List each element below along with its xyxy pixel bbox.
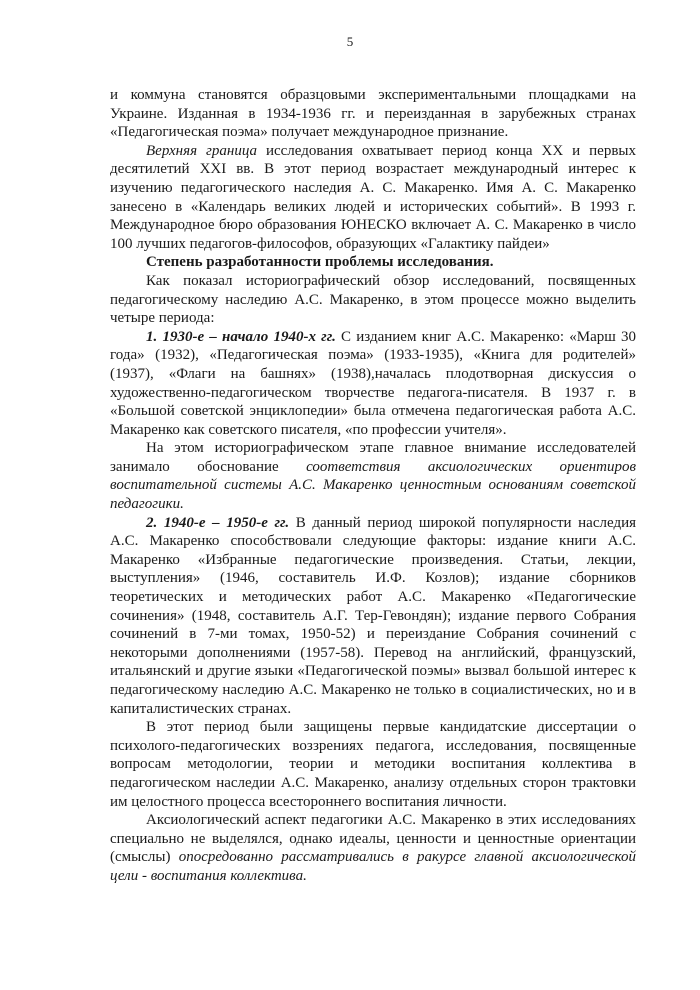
paragraph-overview	[110, 272, 636, 328]
paragraph-period-1-focus	[110, 439, 636, 513]
page-number: 5	[346, 34, 354, 49]
section-heading: Степень разработанности проблемы исследования.	[146, 254, 494, 271]
upper-boundary-text: исследования охватывает период конца XX и первых десятилетий XXI вв. В этот период возрастает международный интерес к изучению педагогического наследия А. С. Макаренко. Имя А. С. Макаренко занесено в «Календарь великих людей и исторических событий». В 1993 г. Международное бюро образования ЮНЕСКО включает А. С. Макаренко в число 100 лучших педагогов-философов, образующих «Галактику пайдеи»	[110, 142, 636, 252]
paragraph-period-1	[110, 328, 636, 440]
paragraph-1-text: и коммуна становятся образцовыми экспериментальными площадками на Украине. Изданная в 1934-1936 гг. и переизданная в зарубежных странах «Педагогическая поэма» получает международное признание.	[110, 87, 636, 141]
dissertations-text: В этот период были защищены первые кандидатские диссертации о психолого-педагогических воззрениях педагога, исследования, посвященные вопросам методологии, теории и методики воспитания коллектива в педагогическом наследии А.С. Макаренко, анализу отдельных сторон трактовки им целостного процесса всестороннего воспитания личности.	[110, 719, 636, 810]
paragraph-axiological	[110, 811, 636, 885]
axiological-italic: опосредованно рассматривались в ракурсе главной аксиологической цели - воспитания коллектива.	[110, 849, 636, 884]
period-1-text: С изданием книг А.С. Макаренко: «Марш 30 года» (1932), «Педагогическая поэма» (1933-1935), «Книга для родителей» (1937), «Флаги на башнях» (1938),началась плодотворная дискуссия о художественно-педагогическом творчестве педагога-писателя. В 1937 г. в «Большой советской энциклопедии» была отмечена педагогическая работа А.С. Макаренко как советского писателя, «по профессии учителя».	[110, 328, 637, 438]
period-2-title: 2. 1940-е – 1950-е гг.	[146, 514, 290, 531]
axiological-text: Аксиологический аспект педагогики А.С. Макаренко в этих исследованиях специально не выделялся, однако идеалы, ценности и ценностные ориентации (смыслы)	[110, 812, 636, 866]
period-2-text: В данный период широкой популярности наследия А.С. Макаренко способствовали следующие факторы: издание книги А.С. Макаренко «Избранные педагогические произведения. Статьи, лекции, выступления» (1946, составитель И.Ф. Козлов); издание сборников теоретических и методических работ А.С. Макаренко «Педагогические сочинения» (1948, составитель А.Г. Тер-Гевондян); издание первого Собрания сочинений в 7-ми томах, 1950-52) и переиздание Собрания сочинений с некоторыми дополнениями (1957-58). Перевод на английский, французский, итальянский и другие языки «Педагогической поэмы» вызвал большой интерес к педагогическому наследию А.С. Макаренко не только в социалистических, но и в капиталистических странах.	[110, 514, 637, 717]
upper-boundary-term: Верхняя граница	[146, 142, 257, 159]
paragraph-upper-boundary	[110, 142, 636, 254]
paragraph-period-2	[110, 514, 636, 719]
period-1-focus-italic: соответствия аксиологических ориентиров воспитательной системы А.С. Макаренко ценностным основаниям советской педагогики.	[110, 458, 636, 513]
overview-text: Как показал историографический обзор исследований, посвященных педагогическому наследию А.С. Макаренко, в этом процессе можно выделить четыре периода:	[110, 272, 636, 327]
paragraph-1	[110, 86, 636, 142]
period-1-focus-text: На этом историографическом этапе главное внимание исследователей занимало обоснование	[110, 440, 636, 475]
period-1-title: 1. 1930-е – начало 1940-х гг.	[146, 328, 336, 345]
document-body	[110, 86, 636, 886]
paragraph-dissertations	[110, 718, 636, 811]
